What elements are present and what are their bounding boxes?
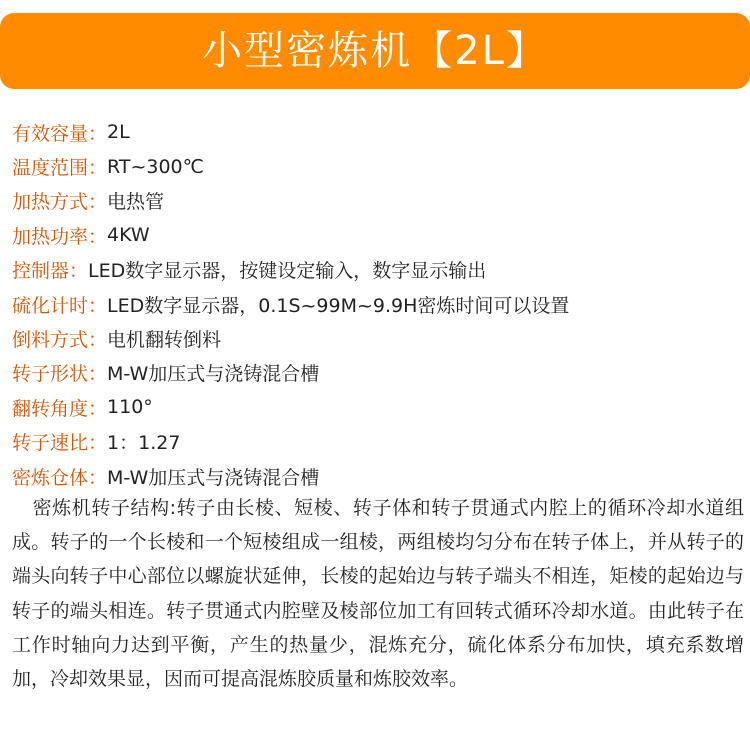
spec-value: 2L	[107, 121, 130, 144]
spec-value: M-W加压式与浇铸混合槽	[107, 363, 320, 386]
spec-value: 电机翻转倒料	[107, 329, 222, 352]
spec-label: 转子形状：	[12, 363, 108, 386]
spec-row-rotor-shape	[12, 356, 742, 390]
spec-row-rotor-speed-ratio	[12, 425, 742, 459]
spec-label: 硫化计时：	[12, 294, 108, 317]
spec-value: LED数字显示器，0.1S~99M~9.9H密炼时间可以设置	[107, 294, 570, 317]
description-text: 密炼机转子结构:转子由长棱、短棱、转子体和转子贯通式内腔上的循环冷却水道组成。转子的一个长棱和一个短棱组成一组棱，两组棱均匀分布在转子体上，并从转子的端头向转子中心部位以螺旋状延伸，长棱的起始边与转子端头不相连，矩棱的起始边与转子的端头相连。转子贯通式内腔壁及棱部位加工有回转式循环冷却水道。由此转子在工作时轴向力达到平衡，产生的热量少，混炼充分，硫化体系分布加快，填充系数增加，冷却效果显，因而可提高混炼胶质量和炼胶效率。	[12, 497, 744, 691]
spec-list	[12, 115, 742, 493]
spec-row-temperature-range	[12, 149, 742, 183]
spec-value: 1：1.27	[107, 432, 181, 455]
title-banner	[0, 13, 750, 89]
spec-row-heating-method	[12, 184, 742, 218]
spec-row-tilt-angle	[12, 390, 742, 424]
spec-label: 倒料方式：	[12, 329, 108, 352]
spec-row-capacity	[12, 115, 742, 149]
spec-row-mixing-chamber	[12, 459, 742, 493]
spec-value: 4KW	[107, 224, 150, 247]
spec-value: LED数字显示器，按键设定输入，数字显示输出	[88, 260, 487, 283]
spec-label: 加热方式：	[12, 191, 108, 214]
page-title: 小型密炼机【2L】	[202, 28, 548, 74]
spec-label: 温度范围：	[12, 157, 108, 180]
description-paragraph	[12, 491, 744, 696]
spec-value: 110°	[107, 396, 153, 419]
spec-label: 加热功率：	[12, 225, 108, 248]
spec-label: 有效容量：	[12, 122, 108, 145]
spec-value: M-W加压式与浇铸混合槽	[107, 466, 320, 489]
spec-label: 控制器：	[12, 260, 89, 283]
spec-row-discharge-method	[12, 321, 742, 355]
spec-value: 电热管	[107, 191, 165, 214]
spec-row-cure-timer	[12, 287, 742, 321]
spec-label: 密炼仓体：	[12, 466, 108, 489]
spec-value: RT~300℃	[107, 155, 204, 178]
spec-row-controller	[12, 253, 742, 287]
spec-label: 翻转角度：	[12, 397, 108, 420]
spec-row-heating-power	[12, 218, 742, 252]
spec-label: 转子速比：	[12, 432, 108, 455]
